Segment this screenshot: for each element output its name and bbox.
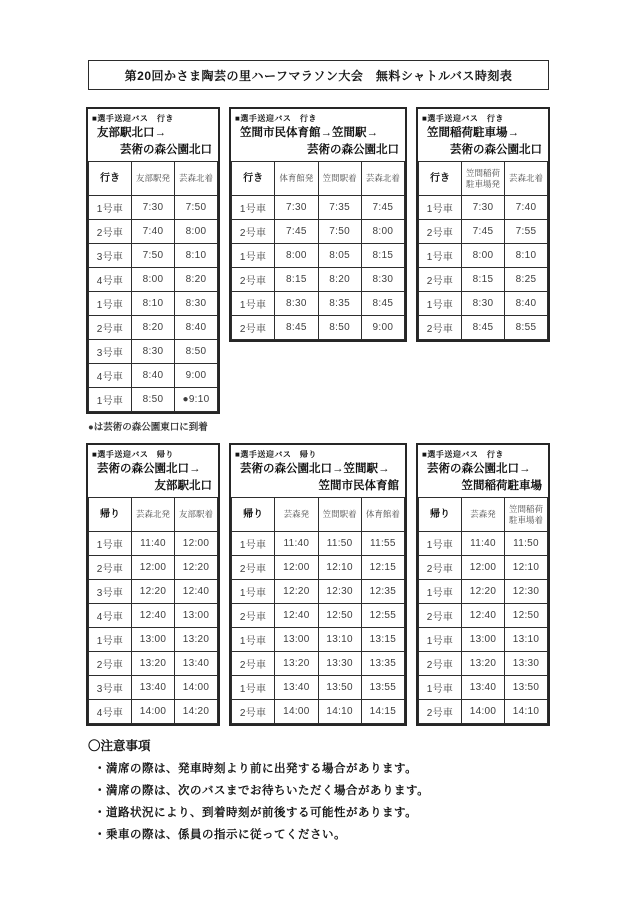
timetable-outbound-tomobe (86, 107, 220, 414)
time-cell: 8:00 (462, 244, 505, 268)
timetable-row (232, 316, 405, 340)
time-cell: 14:10 (505, 700, 548, 724)
time-cell: 7:50 (175, 196, 218, 220)
bus-number-cell: 1号車 (232, 196, 275, 220)
time-cell: 12:00 (275, 556, 318, 580)
time-cell: 7:45 (361, 196, 404, 220)
bus-number-cell: 1号車 (89, 532, 132, 556)
time-cell: 8:25 (505, 268, 548, 292)
time-cell: 8:20 (175, 268, 218, 292)
time-cell: 12:30 (318, 580, 361, 604)
timetable-row (419, 580, 548, 604)
note-item: ・道路状況により、到着時刻が前後する可能性があります。 (94, 807, 418, 819)
bus-number-cell: 1号車 (89, 628, 132, 652)
timetable-grid (418, 497, 548, 724)
bus-number-cell: 1号車 (419, 580, 462, 604)
time-cell: 8:10 (132, 292, 175, 316)
bus-number-cell: 3号車 (89, 244, 132, 268)
timetable-row (89, 676, 218, 700)
time-cell: 8:20 (132, 316, 175, 340)
bus-number-cell: 1号車 (419, 196, 462, 220)
timetable-row (232, 196, 405, 220)
timetable-return-inari (416, 443, 550, 726)
direction-header-cell: 行き (232, 162, 275, 196)
table-header (88, 109, 218, 161)
timetable-row (89, 604, 218, 628)
time-cell: 8:50 (175, 340, 218, 364)
timetable-row (89, 628, 218, 652)
timetable-row (89, 316, 218, 340)
bus-number-cell: 4号車 (89, 604, 132, 628)
timetable-row (232, 532, 405, 556)
time-cell: 9:00 (361, 316, 404, 340)
time-cell: 12:55 (361, 604, 404, 628)
bus-number-cell: 1号車 (89, 388, 132, 412)
time-cell: 8:00 (132, 268, 175, 292)
time-cell: 14:15 (361, 700, 404, 724)
time-cell: 8:30 (462, 292, 505, 316)
time-cell: 14:00 (175, 676, 218, 700)
bus-number-cell: 2号車 (232, 220, 275, 244)
time-cell: 12:40 (462, 604, 505, 628)
time-cell: 8:30 (361, 268, 404, 292)
stop-header-cell: 笠間稲荷 駐車場発 (462, 162, 505, 196)
route-destination: 友部駅北口 (154, 480, 212, 492)
time-cell: 13:30 (505, 652, 548, 676)
timetable-row (419, 268, 548, 292)
bus-number-cell: 4号車 (89, 268, 132, 292)
timetable-grid (88, 161, 218, 412)
bus-number-cell: 2号車 (419, 316, 462, 340)
time-cell: 11:50 (505, 532, 548, 556)
route-destination: 芸術の森公園北口 (450, 144, 542, 156)
timetable-row (232, 676, 405, 700)
time-cell: 14:00 (275, 700, 318, 724)
timetable-outbound-taiikukan (229, 107, 407, 342)
timetable-row (419, 196, 548, 220)
time-cell: 14:20 (175, 700, 218, 724)
bus-number-cell: 3号車 (89, 340, 132, 364)
time-cell: 12:50 (318, 604, 361, 628)
timetable-row (419, 244, 548, 268)
time-cell: 8:15 (361, 244, 404, 268)
bus-number-cell: 1号車 (419, 676, 462, 700)
stop-header-cell: 芸森北発 (132, 498, 175, 532)
time-cell: 13:10 (318, 628, 361, 652)
time-cell: 8:45 (462, 316, 505, 340)
direction-header-cell: 帰り (232, 498, 275, 532)
time-cell: 8:35 (318, 292, 361, 316)
note-item: ・乗車の際は、係員の指示に従ってください。 (94, 829, 346, 841)
time-cell: 8:30 (175, 292, 218, 316)
table-header (418, 109, 548, 161)
timetable-row (419, 220, 548, 244)
stop-header-cell: 友部駅着 (175, 498, 218, 532)
time-cell: 8:20 (318, 268, 361, 292)
bus-number-cell: 2号車 (89, 556, 132, 580)
time-cell: 7:30 (275, 196, 318, 220)
time-cell: 8:40 (505, 292, 548, 316)
time-cell: 14:00 (132, 700, 175, 724)
column-header-row (89, 498, 218, 532)
time-cell: 13:00 (175, 604, 218, 628)
timetable-row (419, 532, 548, 556)
timetable-row (419, 292, 548, 316)
time-cell: 11:55 (361, 532, 404, 556)
time-cell: 13:00 (462, 628, 505, 652)
direction-header-cell: 帰り (89, 498, 132, 532)
route-origin: 笠間市民体育館→笠間駅→ (240, 127, 378, 139)
time-cell: 12:40 (175, 580, 218, 604)
stop-header-cell: 芸森北着 (361, 162, 404, 196)
bus-number-cell: 2号車 (419, 700, 462, 724)
column-header-row (232, 162, 405, 196)
stop-header-cell: 笠間稲荷 駐車場着 (505, 498, 548, 532)
time-cell: ●9:10 (175, 388, 218, 412)
table-header (231, 109, 405, 161)
route-origin: 芸術の森公園北口→笠間駅→ (240, 463, 390, 475)
timetable-row (232, 604, 405, 628)
timetable-row (232, 652, 405, 676)
time-cell: 12:00 (462, 556, 505, 580)
bus-number-cell: 3号車 (89, 580, 132, 604)
timetable-row (419, 652, 548, 676)
timetable-grid (418, 161, 548, 340)
table-tag: ■選手送迎バス 帰り (92, 450, 174, 459)
timetable-row (419, 556, 548, 580)
timetable-row (232, 244, 405, 268)
time-cell: 13:40 (175, 652, 218, 676)
timetable-row (232, 580, 405, 604)
route-origin: 友部駅北口→ (97, 127, 166, 139)
timetable-row (89, 196, 218, 220)
notes-list (94, 758, 429, 846)
time-cell: 7:35 (318, 196, 361, 220)
time-cell: 13:00 (275, 628, 318, 652)
route-origin: 笠間稲荷駐車場→ (427, 127, 519, 139)
timetable-row (89, 580, 218, 604)
timetable-row (232, 292, 405, 316)
time-cell: 8:40 (175, 316, 218, 340)
table-header (231, 445, 405, 497)
bus-number-cell: 1号車 (232, 244, 275, 268)
stop-header-cell: 芸森発 (275, 498, 318, 532)
time-cell: 11:40 (275, 532, 318, 556)
note-item: ・満席の際は、次のバスまでお待ちいただく場合があります。 (94, 785, 430, 797)
stop-header-cell: 体育館着 (361, 498, 404, 532)
stop-header-cell: 友部駅発 (132, 162, 175, 196)
timetable-row (89, 532, 218, 556)
time-cell: 12:20 (175, 556, 218, 580)
time-cell: 11:50 (318, 532, 361, 556)
bus-number-cell: 2号車 (232, 556, 275, 580)
column-header-row (89, 162, 218, 196)
time-cell: 7:45 (275, 220, 318, 244)
bus-number-cell: 4号車 (89, 700, 132, 724)
time-cell: 8:50 (318, 316, 361, 340)
bus-number-cell: 1号車 (419, 532, 462, 556)
bus-number-cell: 2号車 (232, 316, 275, 340)
timetable-row (89, 388, 218, 412)
time-cell: 8:10 (505, 244, 548, 268)
bus-number-cell: 1号車 (232, 292, 275, 316)
timetable-row (232, 700, 405, 724)
timetable-grid (231, 161, 405, 340)
stop-header-cell: 体育館発 (275, 162, 318, 196)
time-cell: 8:15 (275, 268, 318, 292)
bus-number-cell: 2号車 (89, 652, 132, 676)
timetable-row (232, 628, 405, 652)
document-title: 第20回かさま陶芸の里ハーフマラソン大会 無料シャトルバス時刻表 (124, 68, 513, 83)
time-cell: 12:40 (275, 604, 318, 628)
bus-number-cell: 2号車 (419, 268, 462, 292)
time-cell: 8:00 (275, 244, 318, 268)
time-cell: 7:30 (132, 196, 175, 220)
time-cell: 12:10 (505, 556, 548, 580)
table-tag: ■選手送迎バス 行き (422, 114, 504, 123)
time-cell: 8:45 (275, 316, 318, 340)
time-cell: 12:00 (132, 556, 175, 580)
timetable-row (89, 220, 218, 244)
timetable-return-tomobe (86, 443, 220, 726)
time-cell: 12:35 (361, 580, 404, 604)
column-header-row (419, 498, 548, 532)
time-cell: 14:00 (462, 700, 505, 724)
time-cell: 9:00 (175, 364, 218, 388)
time-cell: 13:40 (132, 676, 175, 700)
column-header-row (419, 162, 548, 196)
timetable-outbound-inari (416, 107, 550, 342)
time-cell: 13:50 (505, 676, 548, 700)
time-cell: 8:10 (175, 244, 218, 268)
stop-header-cell: 笠間駅着 (318, 498, 361, 532)
timetable-grid (231, 497, 405, 724)
bus-number-cell: 2号車 (419, 220, 462, 244)
timetable-row (89, 244, 218, 268)
route-destination: 芸術の森公園北口 (307, 144, 399, 156)
table-tag: ■選手送迎バス 行き (235, 114, 317, 123)
time-cell: 7:30 (462, 196, 505, 220)
timetable-row (419, 700, 548, 724)
direction-header-cell: 行き (419, 162, 462, 196)
document-title-box (88, 60, 549, 90)
time-cell: 12:20 (132, 580, 175, 604)
time-cell: 13:20 (132, 652, 175, 676)
time-cell: 8:40 (132, 364, 175, 388)
bus-number-cell: 3号車 (89, 676, 132, 700)
time-cell: 12:10 (318, 556, 361, 580)
time-cell: 8:00 (361, 220, 404, 244)
bus-number-cell: 2号車 (419, 604, 462, 628)
time-cell: 8:30 (132, 340, 175, 364)
bus-number-cell: 1号車 (232, 580, 275, 604)
bus-number-cell: 1号車 (232, 532, 275, 556)
notes-heading: 〇注意事項 (88, 739, 151, 753)
timetable-row (89, 652, 218, 676)
time-cell: 8:55 (505, 316, 548, 340)
bus-number-cell: 2号車 (89, 220, 132, 244)
time-cell: 8:30 (275, 292, 318, 316)
time-cell: 8:45 (361, 292, 404, 316)
time-cell: 7:50 (318, 220, 361, 244)
time-cell: 7:45 (462, 220, 505, 244)
route-destination: 芸術の森公園北口 (120, 144, 212, 156)
route-destination: 笠間市民体育館 (318, 480, 399, 492)
time-cell: 7:55 (505, 220, 548, 244)
time-cell: 8:00 (175, 220, 218, 244)
table-header (88, 445, 218, 497)
time-cell: 8:15 (462, 268, 505, 292)
timetable-row (419, 676, 548, 700)
route-origin: 芸術の森公園北口→ (427, 463, 531, 475)
bus-number-cell: 1号車 (232, 676, 275, 700)
time-cell: 13:00 (132, 628, 175, 652)
timetable-row (89, 556, 218, 580)
bus-number-cell: 2号車 (232, 700, 275, 724)
column-header-row (232, 498, 405, 532)
timetable-row (89, 292, 218, 316)
route-origin: 芸術の森公園北口→ (97, 463, 201, 475)
direction-header-cell: 帰り (419, 498, 462, 532)
direction-header-cell: 行き (89, 162, 132, 196)
bus-number-cell: 1号車 (232, 628, 275, 652)
bus-number-cell: 1号車 (419, 244, 462, 268)
timetable-row (89, 268, 218, 292)
bus-number-cell: 2号車 (232, 604, 275, 628)
timetable-row (89, 340, 218, 364)
bus-number-cell: 2号車 (232, 652, 275, 676)
time-cell: 13:40 (462, 676, 505, 700)
timetable-row (232, 268, 405, 292)
timetable-row (419, 604, 548, 628)
time-cell: 13:35 (361, 652, 404, 676)
time-cell: 12:50 (505, 604, 548, 628)
stop-header-cell: 芸森北着 (505, 162, 548, 196)
time-cell: 12:30 (505, 580, 548, 604)
note-item: ・満席の際は、発車時刻より前に出発する場合があります。 (94, 763, 418, 775)
bus-number-cell: 1号車 (419, 292, 462, 316)
time-cell: 7:40 (132, 220, 175, 244)
east-exit-footnote: ●は芸術の森公園東口に到着 (88, 422, 208, 433)
route-destination: 笠間稲荷駐車場 (461, 480, 542, 492)
time-cell: 11:40 (462, 532, 505, 556)
time-cell: 7:50 (132, 244, 175, 268)
timetable-grid (88, 497, 218, 724)
table-tag: ■選手送迎バス 行き (422, 450, 504, 459)
bus-number-cell: 2号車 (232, 268, 275, 292)
time-cell: 13:20 (462, 652, 505, 676)
timetable-row (89, 700, 218, 724)
stop-header-cell: 芸森発 (462, 498, 505, 532)
time-cell: 8:05 (318, 244, 361, 268)
time-cell: 8:50 (132, 388, 175, 412)
table-tag: ■選手送迎バス 行き (92, 114, 174, 123)
time-cell: 12:20 (275, 580, 318, 604)
bus-number-cell: 2号車 (419, 556, 462, 580)
bus-number-cell: 4号車 (89, 364, 132, 388)
bus-number-cell: 1号車 (89, 196, 132, 220)
timetable-row (232, 220, 405, 244)
time-cell: 14:10 (318, 700, 361, 724)
timetable-row (419, 316, 548, 340)
bus-number-cell: 1号車 (419, 628, 462, 652)
time-cell: 13:20 (175, 628, 218, 652)
timetable-row (419, 628, 548, 652)
bus-number-cell: 2号車 (419, 652, 462, 676)
time-cell: 13:55 (361, 676, 404, 700)
bus-number-cell: 1号車 (89, 292, 132, 316)
table-tag: ■選手送迎バス 帰り (235, 450, 317, 459)
time-cell: 13:20 (275, 652, 318, 676)
timetable-row (232, 556, 405, 580)
time-cell: 13:15 (361, 628, 404, 652)
time-cell: 12:00 (175, 532, 218, 556)
time-cell: 12:20 (462, 580, 505, 604)
time-cell: 11:40 (132, 532, 175, 556)
time-cell: 13:40 (275, 676, 318, 700)
time-cell: 13:10 (505, 628, 548, 652)
stop-header-cell: 芸森北着 (175, 162, 218, 196)
table-header (418, 445, 548, 497)
stop-header-cell: 笠間駅着 (318, 162, 361, 196)
bus-number-cell: 2号車 (89, 316, 132, 340)
timetable-row (89, 364, 218, 388)
time-cell: 12:40 (132, 604, 175, 628)
time-cell: 13:50 (318, 676, 361, 700)
time-cell: 13:30 (318, 652, 361, 676)
time-cell: 12:15 (361, 556, 404, 580)
timetable-return-taiikukan (229, 443, 407, 726)
time-cell: 7:40 (505, 196, 548, 220)
